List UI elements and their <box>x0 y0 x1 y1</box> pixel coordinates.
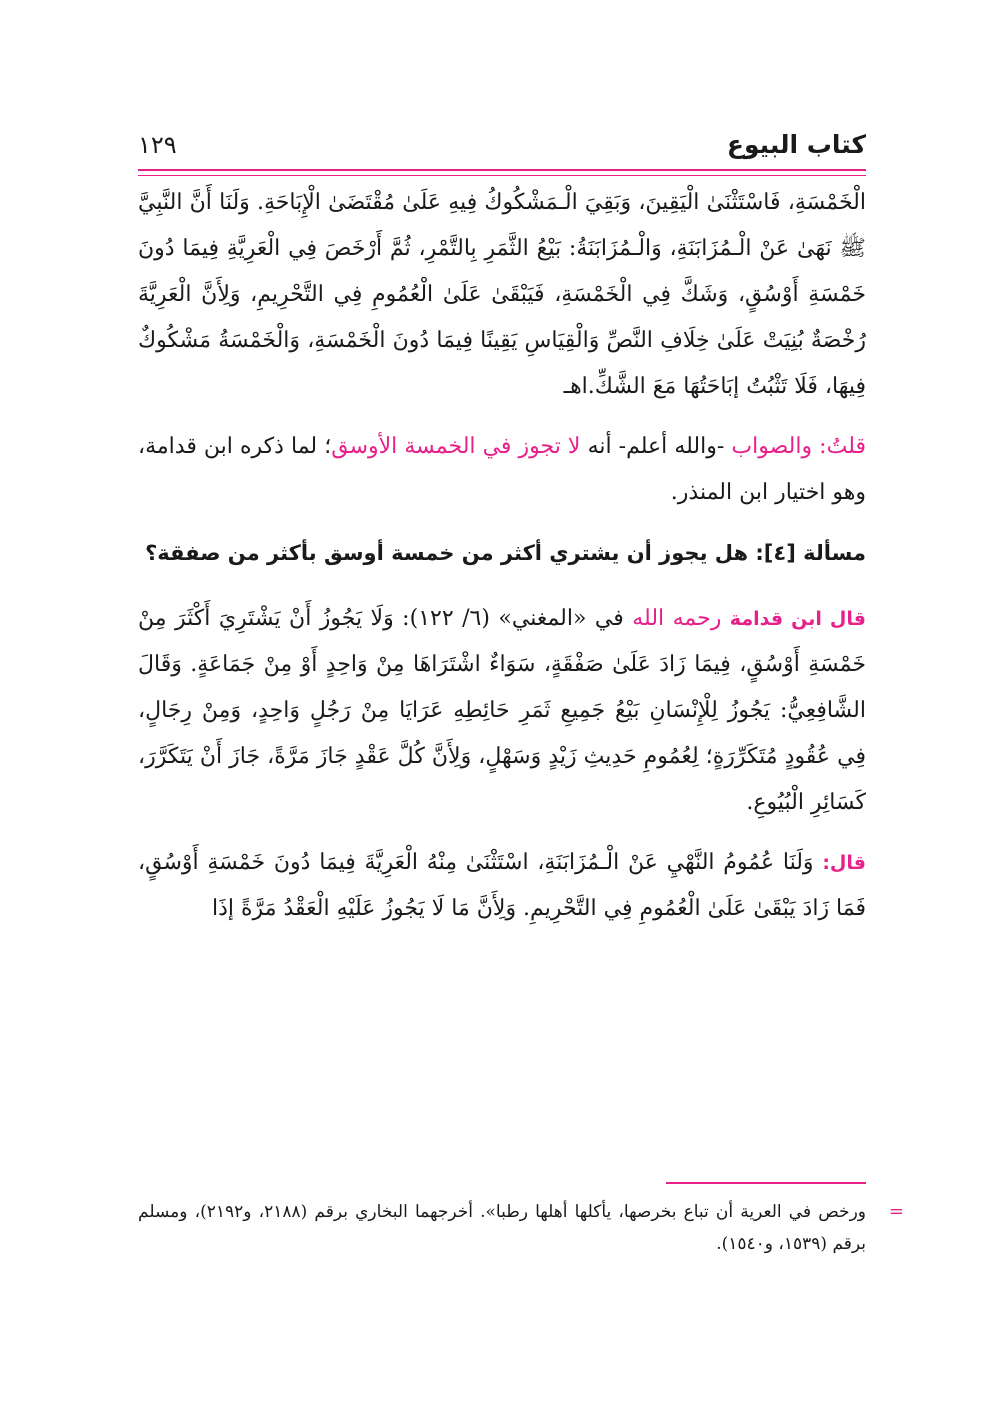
paragraph-response <box>138 840 866 932</box>
paragraph-author-opinion <box>138 424 866 516</box>
issue-question: هل يجوز أن يشتري أكثر من خمسة أوسق بأكثر من صفقة؟ <box>145 541 756 565</box>
response-text: وَلَنَا عُمُومُ النَّهْيِ عَنْ الْـمُزَابَنَةِ، اسْتَثْنَىٰ مِنْهُ الْعَرِيَّةَ فِيمَا دُونَ خَمْسَةِ أَوْسُقٍ، فَمَا زَادَ يَبْقَىٰ عَلَىٰ الْعُمُومِ فِي التَّحْرِيمِ. وَلِأَنَّ مَا لَا يَجُوزُ عَلَيْهِ الْعَقْدُ مَرَّةً إذَا <box>138 850 866 921</box>
header-rule-thin <box>138 175 866 176</box>
honorific: رحمه الله <box>632 606 730 631</box>
quote-text: في «المغني» (٦/ ١٢٢): وَلَا يَجُوزُ أَنْ يَشْتَرِيَ أَكْثَرَ مِنْ خَمْسَةِ أَوْسُقٍ، فِيمَا زَادَ عَلَىٰ صَفْقَةٍ، سَوَاءٌ اشْتَرَاهَا مِنْ وَاحِدٍ أَوْ مِنْ جَمَاعَةٍ. وَقَالَ الشَّافِعِيُّ: يَجُوزُ لِلْإِنْسَانِ بَيْعُ جَمِيعِ ثَمَرِ حَائِطِهِ عَرَايَا مِنْ رَجُلٍ وَاحِدٍ، وَمِنْ رِجَالٍ، فِي عُقُودٍ مُتَكَرِّرَةٍ؛ لِعُمُومِ حَدِيثِ زَيْدٍ وَسَهْلٍ، وَلِأَنَّ كُلَّ عَقْدٍ جَازَ مَرَّةً، جَازَ أَنْ يَتَكَرَّرَ، كَسَائِرِ الْبُيُوعِ. <box>138 606 866 815</box>
footnote-continuation-marker: = <box>888 1201 904 1222</box>
header-rule <box>138 169 866 171</box>
author-opinion-aside: -والله أعلم- أنه <box>580 434 732 459</box>
footnote <box>138 1196 904 1260</box>
issue-heading <box>138 530 866 576</box>
ruling-highlight: لا تجوز في الخمسة الأوسق <box>331 434 581 459</box>
page-number: ١٢٩ <box>138 131 177 159</box>
footnote-text: ورخص في العرية أن تباع بخرصها، يأكلها أهلها رطبا». أخرجهما البخاري برقم (٢١٨٨، و٢١٩٢)، ومسلم برقم (١٥٣٩، و١٥٤٠). <box>138 1202 866 1254</box>
issue-label: مسألة [٤]: <box>755 541 866 565</box>
paragraph-ibn-qudama-quote <box>138 596 866 826</box>
book-title: كتاب البيوع <box>726 130 866 159</box>
main-text <box>138 180 866 932</box>
author-opinion-label: قلتُ: والصواب <box>731 434 866 459</box>
speaker-label: قال ابن قدامة <box>729 608 866 630</box>
footnote-separator <box>666 1182 866 1184</box>
speaker-label-qal: قال: <box>822 852 866 874</box>
page-header <box>138 128 866 168</box>
author-opinion-end: ؛ لما ذكره ابن قدامة، وهو اختيار ابن المنذر. <box>138 434 866 505</box>
paragraph-continuation: الْخَمْسَةِ، فَاسْتَثْنَىٰ الْيَقِينَ، وَبَقِيَ الْـمَشْكُوكُ فِيهِ عَلَىٰ مُقْتَضَىٰ الْإِبَاحَةِ. وَلَنَا أَنَّ النَّبِيَّ ﷺ نَهَىٰ عَنْ الْـمُزَابَنَةِ، وَالْـمُزَابَنَةُ: بَيْعُ الثَّمَرِ بِالتَّمْرِ، ثُمَّ أَرْخَصَ فِي الْعَرِيَّةِ فِيمَا دُونَ خَمْسَةِ أَوْسُقٍ، وَشَكَّ فِي الْخَمْسَةِ، فَيَبْقَىٰ عَلَىٰ الْعُمُومِ فِي التَّحْرِيمِ، وَلِأَنَّ الْعَرِيَّةَ رُخْصَةٌ بُنِيَتْ عَلَىٰ خِلَافِ النَّصِّ وَالْقِيَاسِ يَقِينًا فِيمَا دُونَ الْخَمْسَةِ، وَالْخَمْسَةُ مَشْكُوكٌ فِيهَا، فَلَا تَثْبُتُ إبَاحَتُهَا مَعَ الشَّكِّ.اهـ <box>138 190 866 399</box>
